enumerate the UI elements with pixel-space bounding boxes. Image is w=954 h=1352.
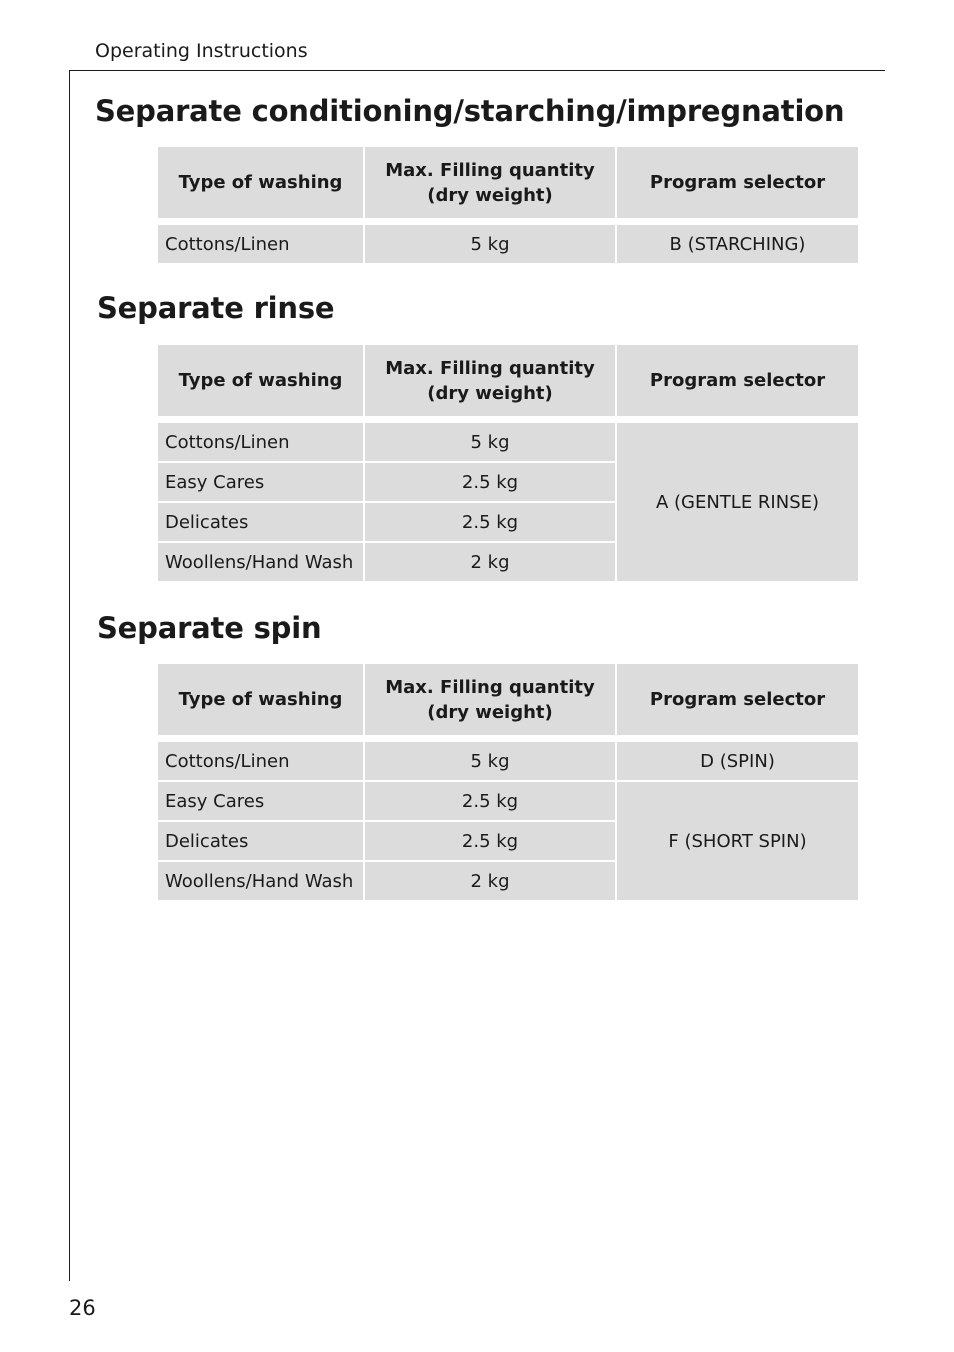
cell-program: D (SPIN) [617,742,858,780]
table-header-row [158,345,858,416]
table-rinse [156,343,860,583]
cell-quantity: 2.5 kg [365,822,615,860]
header-rule [69,70,885,71]
cell-type: Easy Cares [158,463,363,501]
table-row [158,423,858,461]
column-header-quantity: Max. Filling quantity (dry weight) [365,345,615,416]
section-title-conditioning: Separate conditioning/starching/impregnation [95,94,845,128]
cell-quantity: 5 kg [365,225,615,263]
cell-program: A (GENTLE RINSE) [617,423,858,581]
column-header-quantity: Max. Filling quantity (dry weight) [365,664,615,735]
table-row [158,742,858,780]
column-header-program: Program selector [617,147,858,218]
margin-rule [69,70,70,1281]
cell-type: Cottons/Linen [158,225,363,263]
cell-type: Woollens/Hand Wash [158,543,363,581]
section-title-rinse: Separate rinse [97,291,335,325]
table-header-row [158,147,858,218]
running-header: Operating Instructions [95,40,308,62]
cell-quantity: 2 kg [365,862,615,900]
cell-type: Easy Cares [158,782,363,820]
column-header-program: Program selector [617,345,858,416]
table-conditioning [156,145,860,265]
column-header-type: Type of washing [158,345,363,416]
column-header-type: Type of washing [158,147,363,218]
cell-quantity: 2.5 kg [365,463,615,501]
cell-program: F (SHORT SPIN) [617,782,858,900]
cell-quantity: 2.5 kg [365,503,615,541]
section-title-spin: Separate spin [97,611,322,645]
cell-type: Delicates [158,822,363,860]
table-header-row [158,664,858,735]
table-spin [156,662,860,902]
cell-type: Cottons/Linen [158,742,363,780]
table-row [158,782,858,820]
page-number: 26 [69,1296,96,1320]
cell-quantity: 2 kg [365,543,615,581]
table-row [158,225,858,263]
cell-type: Cottons/Linen [158,423,363,461]
cell-quantity: 5 kg [365,742,615,780]
column-header-program: Program selector [617,664,858,735]
cell-quantity: 2.5 kg [365,782,615,820]
column-header-quantity: Max. Filling quantity (dry weight) [365,147,615,218]
cell-program: B (STARCHING) [617,225,858,263]
cell-type: Woollens/Hand Wash [158,862,363,900]
cell-quantity: 5 kg [365,423,615,461]
cell-type: Delicates [158,503,363,541]
column-header-type: Type of washing [158,664,363,735]
